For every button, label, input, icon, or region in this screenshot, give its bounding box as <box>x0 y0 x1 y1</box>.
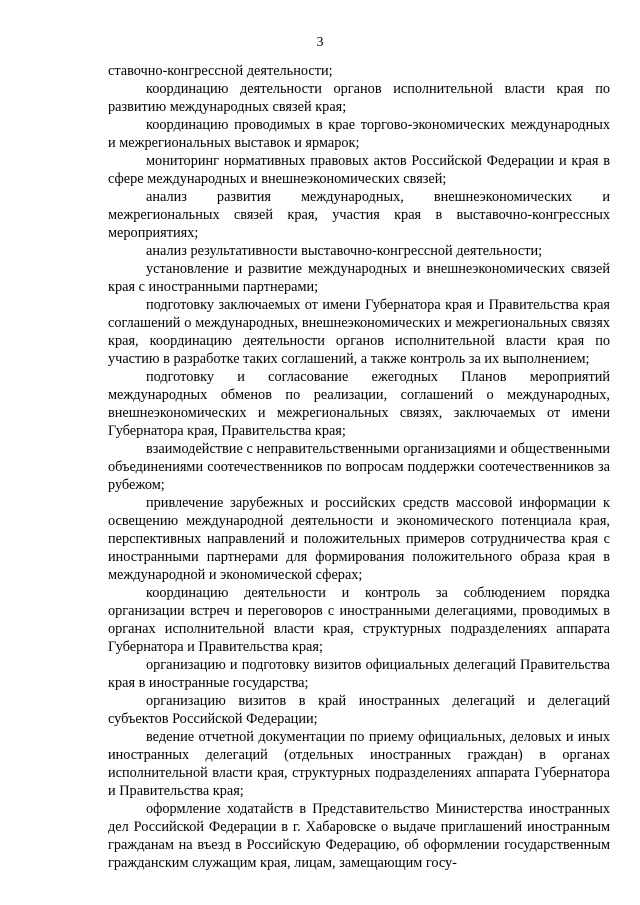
paragraph: взаимодействие с неправительственными организациями и общественными объединениями соотечественников по вопросам поддержки соотечественников за рубежом; <box>108 441 610 493</box>
paragraph: ведение отчетной документации по приему официальных, деловых и иных иностранных делегаций (отдельных иностранных граждан) в органах исполнительной власти края, структурных подразделениях аппарата Губернатора и Правительства края; <box>108 729 610 799</box>
paragraph: привлечение зарубежных и российских средств массовой информации к освещению международной деятельности и экономического потенциала края, перспективных направлений и положительных примеров сотрудничества края с иностранными партнерами для формирования положительного образа края в международной и экономической сферах; <box>108 495 610 583</box>
paragraph: подготовку заключаемых от имени Губернатора края и Правительства края соглашений о международных, внешнеэкономических и межрегиональных связях края, координацию деятельности органов исполнительной власти края по участию в разработке таких соглашений, а также контроль за их выполнением; <box>108 297 610 367</box>
paragraph: анализ результативности выставочно-конгрессной деятельности; <box>146 243 543 259</box>
paragraph: ставочно-конгрессной деятельности; <box>108 63 333 79</box>
paragraph: мониторинг нормативных правовых актов Российской Федерации и края в сфере международных и внешнеэкономических связей; <box>108 153 610 187</box>
paragraph: координацию деятельности и контроль за соблюдением порядка организации встреч и переговоров с иностранными делегациями, проводимых в органах исполнительной власти края, структурных подразделениях аппарата Губернатора и Правительства края; <box>108 585 610 655</box>
paragraph: анализ развития международных, внешнеэкономических и межрегиональных связей края, участия края в выставочно-конгрессных мероприятиях; <box>108 189 610 241</box>
document-body <box>108 62 610 872</box>
page-number: 3 <box>316 35 324 50</box>
paragraph: координацию проводимых в крае торгово-экономических международных и межрегиональных выставок и ярмарок; <box>108 117 610 151</box>
paragraph: координацию деятельности органов исполнительной власти края по развитию международных связей края; <box>108 81 610 115</box>
paragraph: организацию визитов в край иностранных делегаций и делегаций субъектов Российской Федерации; <box>108 693 610 727</box>
paragraph: установление и развитие международных и внешнеэкономических связей края с иностранными партнерами; <box>108 261 610 295</box>
paragraph: организацию и подготовку визитов официальных делегаций Правительства края в иностранные государства; <box>108 657 610 691</box>
paragraph: подготовку и согласование ежегодных Планов мероприятий международных обменов по реализации, соглашений о международных, внешнеэкономических и межрегиональных связях, заключаемых от имени Губернатора края, Правительства края; <box>108 369 610 439</box>
paragraph: оформление ходатайств в Представительство Министерства иностранных дел Российской Федерации в г. Хабаровске о выдаче приглашений иностранным гражданам на въезд в Российскую Федерацию, об оформлении государственным гражданским служащим края, лицам, замещающим госу- <box>108 801 610 871</box>
